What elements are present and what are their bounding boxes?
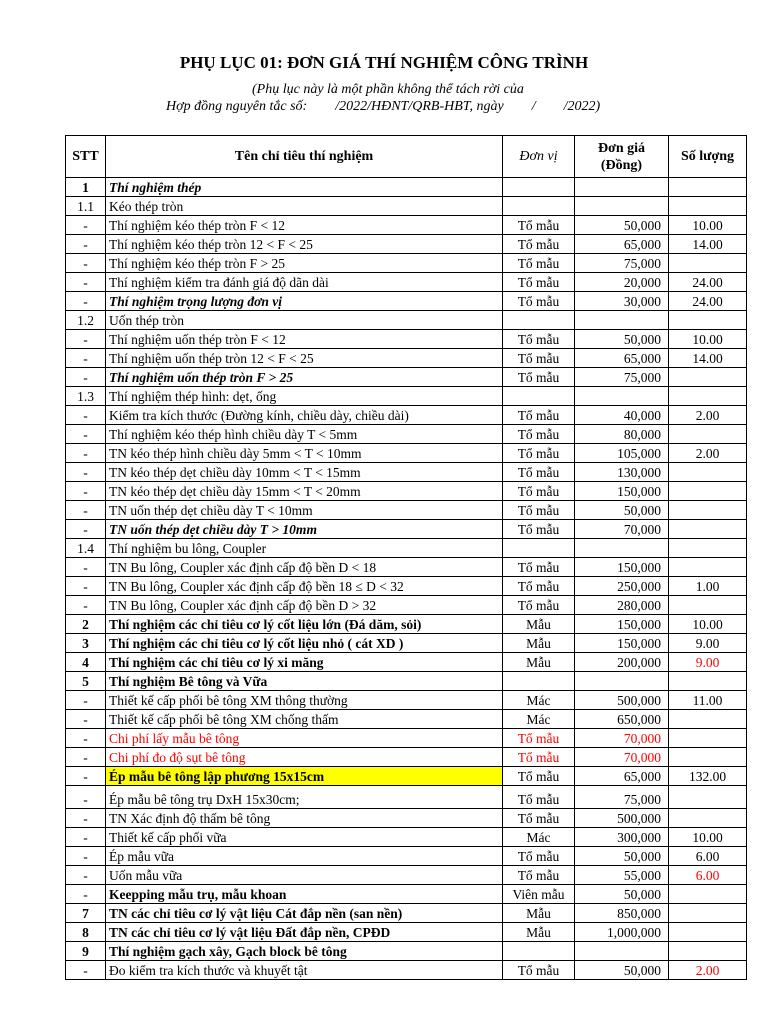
row-price: 75,000 bbox=[575, 368, 669, 387]
row-unit: Mác bbox=[503, 828, 575, 847]
table-row bbox=[66, 387, 747, 406]
header-qty: Số lượng bbox=[669, 136, 747, 178]
row-stt: - bbox=[66, 349, 106, 368]
row-name: TN Xác định độ thấm bê tông bbox=[106, 809, 503, 828]
row-unit: Tổ mẫu bbox=[503, 866, 575, 885]
row-unit: Tổ mẫu bbox=[503, 961, 575, 980]
row-name: Thí nghiệm trọng lượng đơn vị bbox=[106, 292, 503, 311]
row-qty: 2.00 bbox=[669, 961, 747, 980]
row-price: 280,000 bbox=[575, 596, 669, 615]
row-name: Đo kiểm tra kích thước và khuyết tật bbox=[106, 961, 503, 980]
table-row bbox=[66, 748, 747, 767]
row-qty bbox=[669, 197, 747, 216]
row-price: 70,000 bbox=[575, 520, 669, 539]
row-name: TN uốn thép dẹt chiều dày T < 10mm bbox=[106, 501, 503, 520]
row-qty bbox=[669, 596, 747, 615]
row-stt: - bbox=[66, 828, 106, 847]
row-unit: Mẫu bbox=[503, 634, 575, 653]
row-stt: - bbox=[66, 501, 106, 520]
table-row bbox=[66, 311, 747, 330]
row-stt: 5 bbox=[66, 672, 106, 691]
row-unit: Mác bbox=[503, 710, 575, 729]
row-stt: 1.4 bbox=[66, 539, 106, 558]
table-header-row bbox=[66, 136, 747, 178]
row-qty: 2.00 bbox=[669, 406, 747, 425]
row-name: Thí nghiệm các chỉ tiêu cơ lý cốt liệu lớn (Đá dăm, sỏi) bbox=[106, 615, 503, 634]
table-row bbox=[66, 615, 747, 634]
table-row bbox=[66, 710, 747, 729]
row-price: 30,000 bbox=[575, 292, 669, 311]
header-name: Tên chỉ tiêu thí nghiệm bbox=[106, 136, 503, 178]
row-name: TN Bu lông, Coupler xác định cấp độ bền D > 32 bbox=[106, 596, 503, 615]
row-unit: Tổ mẫu bbox=[503, 482, 575, 501]
row-name: TN kéo thép hình chiều dày 5mm < T < 10mm bbox=[106, 444, 503, 463]
row-unit: Tổ mẫu bbox=[503, 729, 575, 748]
row-name: Ép mẫu bê tông lập phương 15x15cm bbox=[106, 767, 503, 786]
row-price: 850,000 bbox=[575, 904, 669, 923]
row-stt: 1 bbox=[66, 178, 106, 197]
row-price: 65,000 bbox=[575, 235, 669, 254]
row-price: 500,000 bbox=[575, 691, 669, 710]
row-price: 65,000 bbox=[575, 767, 669, 786]
table-row bbox=[66, 539, 747, 558]
row-price: 50,000 bbox=[575, 501, 669, 520]
row-name: Thí nghiệm thép bbox=[106, 178, 503, 197]
row-price: 75,000 bbox=[575, 254, 669, 273]
row-qty: 2.00 bbox=[669, 444, 747, 463]
row-price bbox=[575, 311, 669, 330]
table-row bbox=[66, 809, 747, 828]
table-row bbox=[66, 254, 747, 273]
row-price: 55,000 bbox=[575, 866, 669, 885]
row-unit: Tổ mẫu bbox=[503, 235, 575, 254]
table-row bbox=[66, 463, 747, 482]
row-name: Thí nghiệm kiểm tra đánh giá độ dãn dài bbox=[106, 273, 503, 292]
row-unit: Tổ mẫu bbox=[503, 520, 575, 539]
row-stt: - bbox=[66, 866, 106, 885]
row-price: 80,000 bbox=[575, 425, 669, 444]
row-name: Ép mẫu bê tông trụ DxH 15x30cm; bbox=[106, 786, 503, 809]
row-name: Kiểm tra kích thước (Đường kính, chiều dày, chiều dài) bbox=[106, 406, 503, 425]
row-qty bbox=[669, 463, 747, 482]
table-row bbox=[66, 828, 747, 847]
row-unit: Tổ mẫu bbox=[503, 292, 575, 311]
row-qty bbox=[669, 942, 747, 961]
row-qty bbox=[669, 539, 747, 558]
row-price: 250,000 bbox=[575, 577, 669, 596]
row-unit: Tổ mẫu bbox=[503, 847, 575, 866]
row-price: 150,000 bbox=[575, 482, 669, 501]
page-title: PHỤ LỤC 01: ĐƠN GIÁ THÍ NGHIỆM CÔNG TRÌNH bbox=[179, 53, 589, 72]
row-stt: - bbox=[66, 520, 106, 539]
table-row bbox=[66, 349, 747, 368]
row-name: Thí nghiệm kéo thép tròn F < 12 bbox=[106, 216, 503, 235]
row-qty: 14.00 bbox=[669, 349, 747, 368]
row-unit: Tổ mẫu bbox=[503, 444, 575, 463]
row-stt: - bbox=[66, 482, 106, 501]
row-unit: Tổ mẫu bbox=[503, 406, 575, 425]
row-qty bbox=[669, 501, 747, 520]
row-stt: - bbox=[66, 847, 106, 866]
table-row bbox=[66, 216, 747, 235]
row-price bbox=[575, 387, 669, 406]
row-stt: - bbox=[66, 406, 106, 425]
row-unit bbox=[503, 197, 575, 216]
row-stt: - bbox=[66, 691, 106, 710]
row-unit: Tổ mẫu bbox=[503, 767, 575, 786]
row-name: Thí nghiệm bu lông, Coupler bbox=[106, 539, 503, 558]
row-name: Kéo thép tròn bbox=[106, 197, 503, 216]
table-row bbox=[66, 866, 747, 885]
table-row bbox=[66, 786, 747, 809]
row-qty bbox=[669, 786, 747, 809]
row-qty: 10.00 bbox=[669, 330, 747, 349]
table-row bbox=[66, 178, 747, 197]
table-row bbox=[66, 444, 747, 463]
table-row bbox=[66, 923, 747, 942]
row-unit bbox=[503, 387, 575, 406]
row-qty bbox=[669, 178, 747, 197]
table-row bbox=[66, 482, 747, 501]
table-row bbox=[66, 406, 747, 425]
row-unit: Tổ mẫu bbox=[503, 349, 575, 368]
row-stt: - bbox=[66, 425, 106, 444]
row-name: Ép mẫu vữa bbox=[106, 847, 503, 866]
row-unit: Tổ mẫu bbox=[503, 558, 575, 577]
row-price: 70,000 bbox=[575, 729, 669, 748]
row-qty bbox=[669, 558, 747, 577]
row-unit: Mác bbox=[503, 691, 575, 710]
row-name: Thiết kế cấp phối bê tông XM thông thường bbox=[106, 691, 503, 710]
table-row bbox=[66, 197, 747, 216]
row-stt: - bbox=[66, 292, 106, 311]
row-qty: 10.00 bbox=[669, 615, 747, 634]
table-row bbox=[66, 729, 747, 748]
row-name: Thí nghiệm gạch xây, Gạch block bê tông bbox=[106, 942, 503, 961]
table-row bbox=[66, 596, 747, 615]
row-unit: Mẫu bbox=[503, 923, 575, 942]
row-name: TN uốn thép dẹt chiều dày T > 10mm bbox=[106, 520, 503, 539]
row-qty bbox=[669, 387, 747, 406]
row-unit bbox=[503, 672, 575, 691]
table-row bbox=[66, 273, 747, 292]
row-stt: - bbox=[66, 368, 106, 387]
row-qty: 6.00 bbox=[669, 847, 747, 866]
row-qty bbox=[669, 368, 747, 387]
table-row bbox=[66, 691, 747, 710]
row-qty bbox=[669, 311, 747, 330]
row-stt: 3 bbox=[66, 634, 106, 653]
row-qty: 9.00 bbox=[669, 653, 747, 672]
row-name: Thí nghiệm uốn thép tròn F > 25 bbox=[106, 368, 503, 387]
row-price: 150,000 bbox=[575, 615, 669, 634]
row-price bbox=[575, 178, 669, 197]
row-qty bbox=[669, 729, 747, 748]
row-qty: 1.00 bbox=[669, 577, 747, 596]
row-price: 150,000 bbox=[575, 634, 669, 653]
row-price: 40,000 bbox=[575, 406, 669, 425]
row-stt: - bbox=[66, 216, 106, 235]
row-unit bbox=[503, 178, 575, 197]
row-stt: - bbox=[66, 577, 106, 596]
table-row bbox=[66, 520, 747, 539]
table-row bbox=[66, 847, 747, 866]
row-qty bbox=[669, 904, 747, 923]
row-qty: 24.00 bbox=[669, 273, 747, 292]
row-unit bbox=[503, 539, 575, 558]
row-name: TN các chỉ tiêu cơ lý vật liệu Đất đắp nền, CPĐD bbox=[106, 923, 503, 942]
row-stt: - bbox=[66, 330, 106, 349]
row-qty bbox=[669, 482, 747, 501]
row-qty: 132.00 bbox=[669, 767, 747, 786]
row-price: 1,000,000 bbox=[575, 923, 669, 942]
row-stt: - bbox=[66, 444, 106, 463]
table-row bbox=[66, 653, 747, 672]
table-row bbox=[66, 368, 747, 387]
row-unit: Tổ mẫu bbox=[503, 463, 575, 482]
row-qty bbox=[669, 254, 747, 273]
row-stt: - bbox=[66, 273, 106, 292]
row-stt: 1.1 bbox=[66, 197, 106, 216]
row-name: Thí nghiệm kéo thép tròn 12 < F < 25 bbox=[106, 235, 503, 254]
table-row bbox=[66, 330, 747, 349]
row-price: 200,000 bbox=[575, 653, 669, 672]
row-unit: Viên mẫu bbox=[503, 885, 575, 904]
row-name: TN Bu lông, Coupler xác định cấp độ bền 18 ≤ D < 32 bbox=[106, 577, 503, 596]
row-qty: 11.00 bbox=[669, 691, 747, 710]
row-qty bbox=[669, 425, 747, 444]
table-row bbox=[66, 558, 747, 577]
row-stt: 1.2 bbox=[66, 311, 106, 330]
row-qty bbox=[669, 710, 747, 729]
row-stt: 9 bbox=[66, 942, 106, 961]
row-qty: 10.00 bbox=[669, 216, 747, 235]
row-unit: Tổ mẫu bbox=[503, 216, 575, 235]
row-name: TN các chỉ tiêu cơ lý vật liệu Cát đắp nền (san nền) bbox=[106, 904, 503, 923]
row-price: 65,000 bbox=[575, 349, 669, 368]
row-price: 50,000 bbox=[575, 885, 669, 904]
row-unit: Tổ mẫu bbox=[503, 368, 575, 387]
table-row bbox=[66, 577, 747, 596]
row-unit: Tổ mẫu bbox=[503, 273, 575, 292]
row-name: TN kéo thép dẹt chiều dày 10mm < T < 15mm bbox=[106, 463, 503, 482]
row-name: Thí nghiệm thép hình: dẹt, ống bbox=[106, 387, 503, 406]
row-stt: - bbox=[66, 596, 106, 615]
table-row bbox=[66, 425, 747, 444]
row-unit: Mẫu bbox=[503, 653, 575, 672]
row-qty: 10.00 bbox=[669, 828, 747, 847]
contract-line: Hợp đồng nguyên tắc số: /2022/HĐNT/QRB-HBT, ngày / /2022) bbox=[166, 99, 601, 114]
row-price: 500,000 bbox=[575, 809, 669, 828]
row-name: Chi phí đo độ sụt bê tông bbox=[106, 748, 503, 767]
row-stt: 8 bbox=[66, 923, 106, 942]
row-qty bbox=[669, 885, 747, 904]
row-stt: 7 bbox=[66, 904, 106, 923]
row-price bbox=[575, 197, 669, 216]
table-row bbox=[66, 942, 747, 961]
row-unit: Tổ mẫu bbox=[503, 577, 575, 596]
table-row bbox=[66, 767, 747, 786]
row-price: 130,000 bbox=[575, 463, 669, 482]
row-price: 650,000 bbox=[575, 710, 669, 729]
page-subtitle: (Phụ lục này là một phần không thể tách rời của bbox=[252, 82, 524, 97]
row-price: 105,000 bbox=[575, 444, 669, 463]
row-stt: - bbox=[66, 786, 106, 809]
header-stt: STT bbox=[66, 136, 106, 178]
row-name: TN Bu lông, Coupler xác định cấp độ bền D < 18 bbox=[106, 558, 503, 577]
row-unit: Tổ mẫu bbox=[503, 501, 575, 520]
table-row bbox=[66, 235, 747, 254]
row-stt: - bbox=[66, 729, 106, 748]
row-price: 150,000 bbox=[575, 558, 669, 577]
row-unit bbox=[503, 942, 575, 961]
row-price bbox=[575, 942, 669, 961]
row-price: 50,000 bbox=[575, 216, 669, 235]
row-qty: 14.00 bbox=[669, 235, 747, 254]
row-qty: 9.00 bbox=[669, 634, 747, 653]
table-row bbox=[66, 961, 747, 980]
row-unit: Tổ mẫu bbox=[503, 748, 575, 767]
row-unit: Mẫu bbox=[503, 904, 575, 923]
row-name: Thí nghiệm uốn thép tròn F < 12 bbox=[106, 330, 503, 349]
row-stt: - bbox=[66, 885, 106, 904]
row-unit: Tổ mẫu bbox=[503, 786, 575, 809]
row-unit: Tổ mẫu bbox=[503, 809, 575, 828]
row-stt: - bbox=[66, 710, 106, 729]
header-price: Đơn giá (Đồng) bbox=[575, 136, 669, 178]
price-table bbox=[65, 135, 747, 980]
row-stt: - bbox=[66, 748, 106, 767]
row-name: Thí nghiệm uốn thép tròn 12 < F < 25 bbox=[106, 349, 503, 368]
row-name: Keepping mẫu trụ, mẫu khoan bbox=[106, 885, 503, 904]
row-qty bbox=[669, 672, 747, 691]
row-price: 50,000 bbox=[575, 847, 669, 866]
row-price bbox=[575, 672, 669, 691]
row-stt: 4 bbox=[66, 653, 106, 672]
row-name: Thiết kế cấp phối vữa bbox=[106, 828, 503, 847]
table-row bbox=[66, 904, 747, 923]
row-price bbox=[575, 539, 669, 558]
row-price: 75,000 bbox=[575, 786, 669, 809]
header-unit: Đơn vị bbox=[503, 136, 575, 178]
row-qty bbox=[669, 923, 747, 942]
row-name: Chi phí lấy mẫu bê tông bbox=[106, 729, 503, 748]
table-row bbox=[66, 885, 747, 904]
row-unit: Mẫu bbox=[503, 615, 575, 634]
row-name: Uốn mẫu vữa bbox=[106, 866, 503, 885]
row-name: Thí nghiệm các chỉ tiêu cơ lý xi măng bbox=[106, 653, 503, 672]
row-unit: Tổ mẫu bbox=[503, 330, 575, 349]
row-stt: - bbox=[66, 235, 106, 254]
row-qty: 24.00 bbox=[669, 292, 747, 311]
row-price: 50,000 bbox=[575, 330, 669, 349]
row-name: Thí nghiệm các chỉ tiêu cơ lý cốt liệu nhỏ ( cát XD ) bbox=[106, 634, 503, 653]
row-unit: Tổ mẫu bbox=[503, 596, 575, 615]
row-name: Thiết kế cấp phối bê tông XM chống thấm bbox=[106, 710, 503, 729]
row-unit: Tổ mẫu bbox=[503, 254, 575, 273]
row-unit: Tổ mẫu bbox=[503, 425, 575, 444]
row-name: Thí nghiệm kéo thép tròn F > 25 bbox=[106, 254, 503, 273]
row-stt: 1.3 bbox=[66, 387, 106, 406]
row-name: TN kéo thép dẹt chiều dày 15mm < T < 20mm bbox=[106, 482, 503, 501]
row-stt: - bbox=[66, 558, 106, 577]
row-stt: - bbox=[66, 463, 106, 482]
table-body bbox=[66, 178, 747, 980]
row-price: 300,000 bbox=[575, 828, 669, 847]
row-stt: - bbox=[66, 767, 106, 786]
table-row bbox=[66, 292, 747, 311]
row-qty bbox=[669, 809, 747, 828]
row-price: 50,000 bbox=[575, 961, 669, 980]
row-stt: - bbox=[66, 961, 106, 980]
table-row bbox=[66, 501, 747, 520]
row-stt: - bbox=[66, 809, 106, 828]
row-name: Thí nghiệm Bê tông và Vữa bbox=[106, 672, 503, 691]
row-stt: 2 bbox=[66, 615, 106, 634]
row-unit bbox=[503, 311, 575, 330]
row-name: Thí nghiệm kéo thép hình chiều dày T < 5mm bbox=[106, 425, 503, 444]
row-qty bbox=[669, 520, 747, 539]
table-row bbox=[66, 672, 747, 691]
row-name: Uốn thép tròn bbox=[106, 311, 503, 330]
row-price: 70,000 bbox=[575, 748, 669, 767]
row-qty bbox=[669, 748, 747, 767]
row-stt: - bbox=[66, 254, 106, 273]
row-price: 20,000 bbox=[575, 273, 669, 292]
table-row bbox=[66, 634, 747, 653]
row-qty: 6.00 bbox=[669, 866, 747, 885]
